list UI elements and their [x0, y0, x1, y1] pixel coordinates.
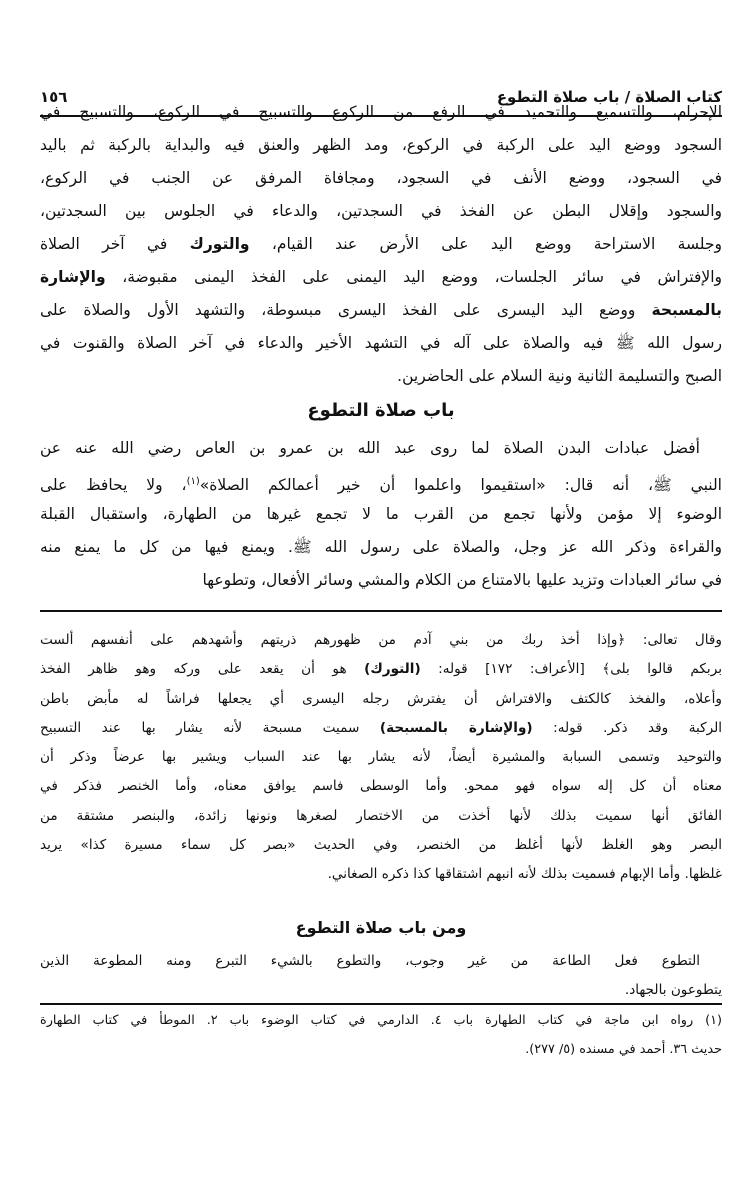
text-line: [40, 564, 722, 597]
footnote-marker: (١): [186, 476, 200, 487]
text-run: والتوحيد وتسمى السبابة والمشيرة أيضاً، لأنه يشار بها عند السباب ويشير بها عرضاً وذكر أن: [40, 749, 722, 766]
text-line: [40, 465, 722, 498]
bold-term: والإشارة: [40, 268, 106, 286]
bold-term: والتورك: [189, 235, 250, 253]
text-line: [40, 976, 722, 1005]
text-run: ووضع اليد اليسرى على الفخذ اليسرى مبسوطة، والتشهد الأول والصلاة على: [40, 301, 652, 319]
text-line: [40, 195, 722, 228]
text-line: [40, 162, 722, 195]
commentary-divider: [40, 610, 722, 612]
text-line: [40, 261, 722, 294]
text-line: [40, 655, 722, 684]
text-run: يتطوعون بالجهاد.: [624, 982, 722, 999]
bold-term: (التورك): [364, 661, 421, 678]
text-run: رسول الله ﷺ فيه والصلاة على آله في التشهد الأخير والدعاء في آخر الصلاة والقنوت في: [40, 334, 722, 352]
page-number: ١٥٦: [40, 88, 68, 106]
text-line: [40, 831, 722, 860]
section-heading: باب صلاة التطوع: [307, 400, 455, 421]
text-line: [40, 228, 722, 261]
text-run: غلظها. وأما الإبهام فسميت بذلك لأنه انبهم اشتقاقها كذا ذكره الصغاني.: [327, 866, 722, 883]
text-run: وجلسة الاستراحة ووضع اليد على الأرض عند القيام،: [249, 235, 722, 253]
text-line: [40, 685, 722, 714]
text-run: ، ولا يحافظ على: [40, 476, 187, 495]
text-run: في آخر الصلاة: [40, 235, 190, 253]
text-run: حديث ٣٦. أحمد في مسنده (٥/ ٢٧٧).: [525, 1042, 722, 1057]
text-run: (١) رواه ابن ماجة في كتاب الطهارة باب ٤. الدارمي في كتاب الوضوء باب ٢. الموطأ في كتاب الطهارة: [40, 1013, 722, 1028]
text-line: [40, 129, 722, 162]
text-line: [40, 327, 722, 360]
text-line: [40, 531, 722, 564]
text-line: [40, 1035, 722, 1064]
text-line: [40, 947, 722, 976]
text-line: [40, 772, 722, 801]
text-run: الفائق أنها سميت بذلك لأنها أخذت من الاختصار لصغرها ونونها زائدة، والبنصر مشتقة من: [40, 807, 722, 824]
text-run: والقراءة وذكر الله عز وجل، والصلاة على رسول الله ﷺ. ويمنع فيها من كل ما يمنع منه: [40, 538, 722, 556]
text-run: التطوع فعل الطاعة من غير وجوب، والتطوع بالشيء التبرع ومنه المطوعة الذين: [40, 953, 700, 969]
footnote-divider: [40, 1003, 722, 1005]
text-run: النبي ﷺ، أنه قال: «استقيموا واعلموا أن خير أعمالكم الصلاة»: [199, 476, 722, 495]
text-run: وأعلاه، والفخذ كالكتف والافتراش أن يفترش رجله اليسرى أي يجعلها فراشاً له مأبض باطن: [40, 690, 722, 707]
text-run: الوضوء إلا مؤمن ولأنها تجمع من القرب ما لا تجمع غيرها من الطهارة، واستقبال القبلة: [40, 505, 722, 523]
text-line: [40, 743, 722, 772]
text-line: [40, 802, 722, 831]
text-run: السجود ووضع اليد على الركبة في الركوع، ومد الظهر والعنق فيه والبداية بالركبة ثم باليد: [40, 136, 722, 154]
running-title: كتاب الصلاة / باب صلاة التطوع: [496, 88, 722, 106]
text-run: الركبة وقد ذكر. قوله:: [532, 719, 722, 736]
commentary-text: [40, 626, 722, 890]
bold-term: بالمسبحة: [651, 301, 722, 319]
commentary-text-2: [40, 947, 722, 1006]
text-run: الإحرام، والتسميع والتحميد في الرفع من الركوع والتسبيح في الركوع، والتسبيح في: [40, 103, 722, 121]
text-line: [40, 360, 722, 393]
text-line: [40, 626, 722, 655]
text-line: [40, 498, 722, 531]
text-run: سميت مسبحة لأنه يشار بها عند التسبيح: [40, 719, 380, 736]
text-line: [40, 96, 722, 129]
text-line: [40, 714, 722, 743]
text-run: وقال تعالى: ﴿وإذا أخذ ربك من بني آدم من ظهورهم ذريتهم وأشهدهم على أنفسهم ألست: [40, 632, 722, 648]
text-run: والإفتراش في سائر الجلسات، ووضع اليد اليمنى على الفخذ اليمنى مقبوضة،: [105, 268, 722, 286]
text-run: والسجود وإقلال البطن عن الفخذ في السجدتين، والدعاء في الجلوس بين السجدتين،: [40, 202, 722, 220]
main-text-section-1: [40, 96, 722, 393]
text-run: أفضل عبادات البدن الصلاة لما روى عبد الله بن عمرو بن العاص رضي الله عنه عن: [40, 439, 700, 457]
text-line: [40, 294, 722, 327]
bold-term: (والإشارة بالمسبحة): [379, 719, 533, 736]
main-text-section-2: [40, 432, 722, 597]
text-run: في السجود، ووضع الأنف في السجود، ومجافاة المرفق عن الجنب في الركوع،: [40, 169, 722, 187]
commentary-heading: ومن باب صلاة التطوع: [295, 918, 467, 937]
text-line: [40, 432, 722, 465]
text-run: هو أن يقعد على وركه وهو ظاهر الفخذ: [40, 661, 365, 678]
text-line: [40, 860, 722, 889]
footnotes: [40, 1006, 722, 1064]
text-run: في سائر العبادات وتزيد عليها بالامتناع من الكلام والمشي وسائر الأفعال، وتطوعها: [202, 571, 722, 589]
text-run: البصر وهو الغلظ لأنها أغلظ من الخنصر، وفي الحديث «بصر كل سماء مسيرة كذا» يريد: [40, 837, 722, 854]
text-run: الصبح والتسليمة الثانية ونية السلام على الحاضرين.: [397, 367, 722, 385]
text-run: بربكم قالوا بلى﴾ [الأعراف: ١٧٢] قوله:: [420, 661, 722, 678]
text-line: [40, 1006, 722, 1035]
text-run: معناه أن كل إله سواه فهو ممحو. وأما الوسطى فاسم يوافق معناه، وأما الخنصر فذكر في: [40, 778, 722, 795]
